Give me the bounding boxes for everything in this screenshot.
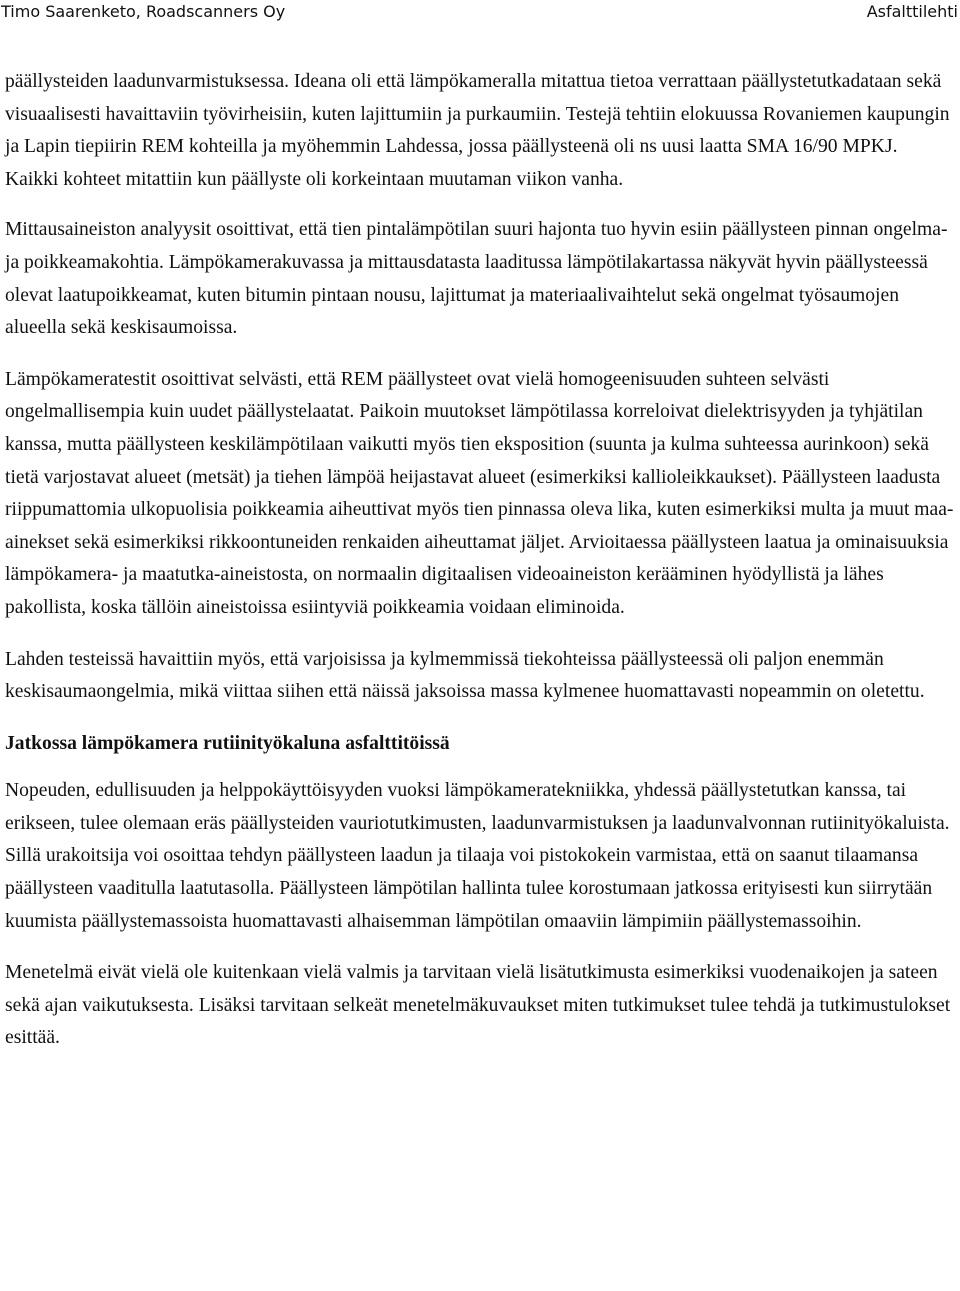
paragraph-5: Nopeuden, edullisuuden ja helppokäyttöisyyden vuoksi lämpökameratekniikka, yhdessä päällystetutkan kanssa, tai erikseen, tulee olemaan eräs päällysteiden vauriotutkimusten, laadunvarmistuksen ja laadunvalvonnan rutiinityökaluista. Sillä urakoitsija voi osoittaa tehdyn päällysteen laadun ja tilaaja voi pistokokein varmistaa, että on saanut tilaamansa päällysteen vaaditulla laatutasolla. Päällysteen lämpötilan hallinta tulee korostumaan jatkossa erityisesti kun siirrytään kuumista päällystemassoista huomattavasti alhaisemman lämpötilan omaaviin lämpimiin päällystemassoihin. <box>5 780 950 932</box>
header-author: Timo Saarenketo, Roadscanners Oy <box>1 2 286 21</box>
article-body <box>5 66 955 1074</box>
paragraph-4: Lahden testeissä havaittiin myös, että varjoisissa ja kylmemmissä tiekohteissa päällysteessä oli paljon enemmän keskisaumaongelmia, mikä viittaa siihen että näissä jaksoissa massa kylmenee huomattavasti nopeammin on oletettu. <box>5 648 925 703</box>
paragraph-2: Mittausaineiston analyysit osoittivat, että tien pintalämpötilan suuri hajonta tuo hyvin esiin päällysteen pinnan ongelma- ja poikkeamakohtia. Lämpökamerakuvassa ja mittausdatasta laaditussa lämpötilakartassa näkyvät hyvin päällysteessä olevat laatupoikkeamat, kuten bitumin pintaan nousu, lajittumat ja materiaalivaihtelut sekä ongelmat työsaumojen alueella sekä keskisaumoissa. <box>5 219 948 339</box>
paragraph-1: päällysteiden laadunvarmistuksessa. Ideana oli että lämpökameralla mitattua tietoa verrattaan päällystetutkadataan sekä visuaalisesti havaittaviin työvirheisiin, kuten lajittumiin ja purkaumiin. Testejä tehtiin elokuussa Rovaniemen kaupungin ja Lapin tiepiirin REM kohteilla ja myöhemmin Lahdessa, jossa päällysteenä oli ns uusi laatta SMA 16/90 MPKJ. Kaikki kohteet mitattiin kun päällyste oli korkeintaan muutaman viikon vanha. <box>5 71 950 190</box>
header-publication: Asfalttilehti <box>866 2 958 21</box>
paragraph-6: Menetelmä eivät vielä ole kuitenkaan vielä valmis ja tarvitaan vielä lisätutkimusta esimerkiksi vuodenaikojen ja sateen sekä ajan vaikutuksesta. Lisäksi tarvitaan selkeät menetelmäkuvaukset miten tutkimukset tulee tehdä ja tutkimustulokset esittää. <box>5 962 951 1049</box>
paragraph-3: Lämpökameratestit osoittivat selvästi, että REM päällysteet ovat vielä homogeenisuuden suhteen selvästi ongelmallisempia kuin uudet päällystelaatat. Paikoin muutokset lämpötilassa korreloivat dielektrisyyden ja tyhjätilan kanssa, mutta päällysteen keskilämpötilaan vaikutti myös tien eksposition (suunta ja kulma suhteessa aurinkoon) sekä tietä varjostavat alueet (metsät) ja tiehen lämpöä heijastavat alueet (esimerkiksi kallioleikkaukset). Päällysteen laadusta riippumattomia ulkopuolisia poikkeamia aiheuttivat myös tien pinnassa oleva lika, kuten esimerkiksi multa ja muut maa-ainekset sekä esimerkiksi rikkoontuneiden renkaiden aiheuttamat jäljet. Arvioitaessa päällysteen laatua ja ominaisuuksia lämpökamera- ja maatutka-aineistosta, on normaalin digitaalisen videoaineiston kerääminen hyödyllistä ja lähes pakollista, koska tällöin aineistoissa esiintyviä poikkeamia voidaan eliminoida. <box>5 368 954 618</box>
section-heading: Jatkossa lämpökamera rutiinityökaluna asfalttitöissä <box>5 732 450 754</box>
running-header <box>0 0 960 28</box>
